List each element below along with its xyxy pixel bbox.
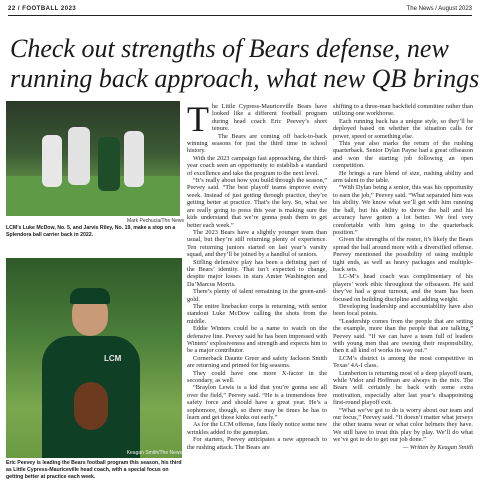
article-paragraph: The entire linebacker corps is returning, with senior standout Luke McDow calling the shots from the middle. [187, 302, 327, 325]
byline: — Written by Keagan Smith [402, 443, 473, 451]
coach-cap [70, 288, 110, 304]
article-paragraph: “What we’ve got to do is worry about our team and our focus,” Peevey said. “It doesn’t matter what jerseys the other teams wear or what color helmets they have. We still have to treat this play by play. We’ll do what we’ve got to do to get our job done.” [333, 406, 473, 444]
photo-field [6, 176, 180, 216]
article-paragraph: Eddie Winters could be a name to watch on the defensive line. Peevey said he has been impressed with Winters’ explosiveness and strength and expects him to be a major contributor. [187, 325, 327, 355]
article-paragraph: With the 2023 campaign fast approaching, the third-year coach seen an opportunity to establish a standard of excellence and take the program to the next level. [187, 154, 327, 177]
headline-line-2: running back approach, what new QB brings [10, 64, 480, 93]
article-paragraph: Given the strengths of the roster, it’s likely the Bears spread the ball around more with a diversified offense. Peevey mentioned the possibility of using multiple tight ends, as well as heavy packages and multiple-back sets. [333, 236, 473, 273]
article-paragraph: “Leadership comes from the people that are setting the example, more than the people that are talking,” Peevey said. “If we can have a team full of leaders with young men that are owning their responsibility, then it all kind of works its way out.” [333, 317, 473, 355]
article-paragraph: This year also marks the return of the rushing quarterback. Senior Dylan Payne had a great offseason and won the starting job following an open competition. [333, 140, 473, 170]
article-paragraph: For starters, Peevey anticipates a new approach to the rushing attack. The Bears are [187, 436, 327, 451]
article-paragraph: They could have one more X-factor in the secondary, as well. [187, 369, 327, 385]
photo1-caption: LCM’s Luke McDow, No. 5, and Jarvis Riley, No. 19, make a stop on a Splendora ball carrier back in 2022. [6, 225, 176, 238]
football [74, 382, 108, 430]
photo-player [124, 131, 144, 187]
drop-cap: T [187, 99, 209, 139]
publication-date: The News / August 2023 [406, 6, 472, 12]
article-column-1 [187, 99, 327, 451]
article-column-2 [333, 103, 473, 451]
headline [10, 34, 480, 94]
photo-player [98, 137, 120, 191]
headline-line-1: Check out strengths of Bears defense, new [10, 34, 449, 63]
article-paragraph: Each running back has a unique style, so they’ll be deployed based on whether the situation calls for power, speed or something else. [333, 117, 473, 140]
game-action-photo [6, 101, 180, 216]
photo1-caption-block [6, 218, 184, 239]
article-paragraph: The 2023 Bears have a slightly younger team than usual, but they’re still returning plenty of experience. Ten returning juniors started on last year’s varsity squad, and they’ll be joined by a handful of seniors. [187, 228, 327, 259]
shirt-logo: LCM [104, 354, 122, 363]
photo-player [42, 135, 62, 187]
article-paragraph: He brings a rare blend of size, rushing ability and arm talent to the table. [333, 169, 473, 185]
article-paragraph: “With Dylan being a senior, this was his opportunity to earn the job,” Peevey said. “What separated him was his ability. We know what we’ll get with him running the ball, but his ability to throw the ball and his accuracy have gotten a lot better. We feel very comfortable with him going to the quarterback position.” [333, 184, 473, 236]
coach-portrait-photo [6, 258, 182, 458]
article-paragraph: LCM’s district is among the most competitive in Texas’ 4A-I class. [333, 354, 473, 370]
article-paragraph: “It’s really about how you build through the season,” Peevey said. “The best playoff teams improve every week. Instead of just getting through practice, they’re getting better at practice. That’s the key. So, what we are really going to press this year is making sure the kids understand that we’re gonna push them to get better each week.” [187, 177, 327, 229]
section-label: 22 / FOOTBALL 2023 [8, 6, 77, 12]
photo-player [68, 127, 90, 185]
article-paragraph: LC-M’s head coach was complimentary of his players’ work ethic throughout the offseason. He said they’ve had a great turnout, and the team has been focused on building discipline and adding weight. [333, 273, 473, 303]
article-paragraph: Developing leadership and accountability have also been focal points. [333, 302, 473, 318]
article-paragraph: As for the LCM offense, fans likely notice some new wrinkles added to the gameplan. [187, 421, 327, 436]
article-paragraph: Cornerback Daunte Greer and safety Jackson Smith are returning and primed for big seasons. [187, 354, 327, 370]
photo2-credit: Keagan Smith/The News [126, 450, 182, 456]
article-paragraph: he Little Cypress-Mauriceville Bears have looked like a different football program during head coach Eric Peevey’s short tenure. [212, 103, 327, 133]
article-paragraph: “Braylon Lewis is a kid that you’re gonna see all over the field,” Peevey said. “He is a tremendous free safety force and should have a great year. He’s a sophomore, though, so there may be times he has to learn and get those kinks out early.” [187, 384, 327, 422]
article-paragraph: Stifling defensive play has been a defining part of the Bears’ identity. That isn’t expected to change, despite major losses in stars Amier Washington and Da’Marcus Morris. [187, 258, 327, 288]
article-paragraph: Lumberton is returning most of a deep playoff team, while Vidor and Hoffman are always in the mix. The Bears will certainly be back with some extra motivation, especially after last year’s disappointing first-round playoff exit. [333, 369, 473, 407]
article-paragraph: There’s plenty of talent remaining in the green-and-gold. [187, 288, 327, 303]
article-paragraph: shifting to a three-man backfield committee rather than utilizing one workhorse. [333, 103, 473, 118]
article-paragraph: The Bears are coming off back-to-back winning seasons for just the third time in school history. [187, 132, 327, 155]
header-rule [8, 15, 472, 16]
photo1-credit: Mark Pechucia/The News [127, 218, 184, 224]
photo2-caption: Eric Peevey is leading the Bears football program this season, his third as Little Cypress-Mauriceville head coach, with a special focus on getting better at practice each week. [6, 460, 182, 480]
